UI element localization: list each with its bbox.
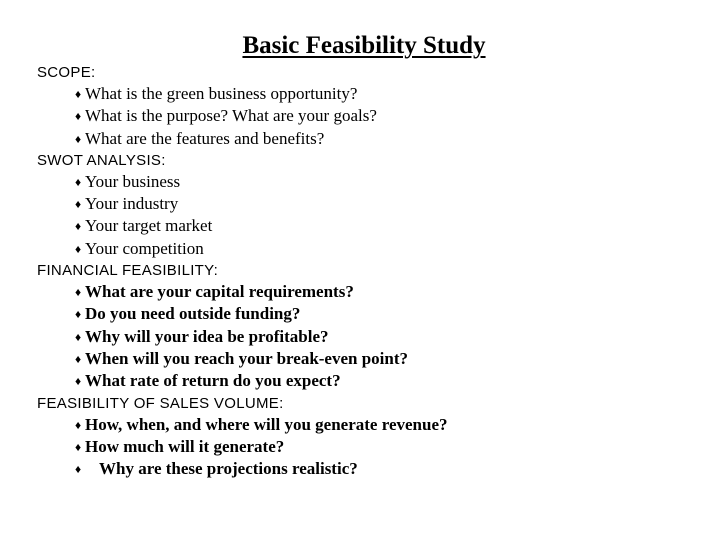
document-body — [37, 62, 707, 480]
list-item: ♦ How, when, and where will you generate revenue? — [75, 414, 707, 436]
diamond-bullet-icon: ♦ — [75, 374, 82, 389]
diamond-bullet-icon: ♦ — [75, 197, 82, 212]
diamond-bullet-icon: ♦ — [75, 439, 82, 454]
section-heading-swot: SWOT ANALYSIS: — [37, 151, 166, 169]
diamond-bullet-icon: ♦ — [75, 174, 82, 189]
list-item: ♦ Why are these projections realistic? — [75, 458, 707, 480]
diamond-bullet-icon: ♦ — [75, 329, 82, 344]
diamond-bullet-icon: ♦ — [75, 87, 82, 101]
list-item: ♦ What are your capital requirements? — [75, 281, 707, 303]
diamond-bullet-icon: ♦ — [75, 351, 82, 366]
list-item: ♦ What rate of return do you expect? — [75, 370, 707, 392]
diamond-bullet-icon: ♦ — [75, 417, 82, 432]
list-item: ♦ Do you need outside funding? — [75, 303, 707, 325]
bullet-list-sales-volume — [37, 414, 707, 481]
diamond-bullet-icon: ♦ — [75, 462, 82, 477]
diamond-bullet-icon: ♦ — [75, 109, 82, 124]
list-item: ♦ How much will it generate? — [75, 436, 707, 458]
diamond-bullet-icon: ♦ — [75, 285, 82, 300]
list-item: ♦ When will you reach your break-even point? — [75, 348, 707, 370]
list-item: ♦ What are the features and benefits? — [75, 128, 707, 150]
bullet-list-scope — [37, 83, 707, 150]
section-financial-feasibility — [37, 260, 707, 392]
list-item: ♦ Why will your idea be profitable? — [75, 326, 707, 348]
section-heading-sales-volume: FEASIBILITY OF SALES VOLUME: — [37, 394, 284, 412]
list-item: ♦ What is the green business opportunity? — [75, 83, 707, 105]
diamond-bullet-icon: ♦ — [75, 219, 82, 234]
diamond-bullet-icon: ♦ — [75, 241, 82, 256]
section-heading-scope: SCOPE: — [37, 64, 96, 81]
diamond-bullet-icon: ♦ — [75, 131, 82, 146]
bullet-list-financial — [37, 281, 707, 392]
list-item: ♦ Your industry — [75, 193, 707, 215]
section-scope — [37, 62, 707, 150]
diamond-bullet-icon: ♦ — [75, 307, 82, 322]
list-item: ♦ Your target market — [75, 215, 707, 237]
bullet-list-swot — [37, 171, 707, 260]
list-item: ♦ What is the purpose? What are your goals? — [75, 105, 707, 127]
section-swot-analysis — [37, 150, 707, 260]
section-sales-volume — [37, 393, 707, 481]
list-item: ♦ Your competition — [75, 238, 707, 260]
list-item: ♦ Your business — [75, 171, 707, 193]
page-title: Basic Feasibility Study — [242, 32, 486, 59]
section-heading-financial: FINANCIAL FEASIBILITY: — [37, 262, 219, 280]
